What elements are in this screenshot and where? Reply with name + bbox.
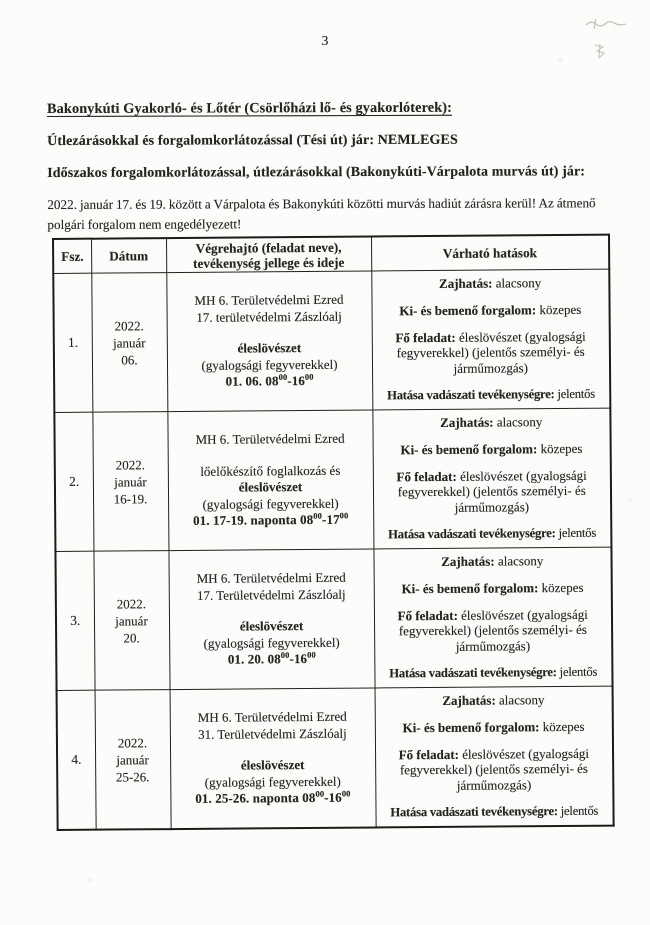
datum-year: 2022. [117,734,148,750]
statement-idoszakos: Időszakos forgalomkorlátozással, útlezárásokkal (Bakonykúti-Várpalota murvás út) jár: [47,164,586,181]
schedule-table [52,234,615,831]
weapons-note: (gyalogsági fegyverekkel) [204,773,341,790]
effect-fo-feladat: Fő feladat: éleslövészet (gyalogsági fegyverekkel) (jelentős személyi- és járműmozgás) [396,467,587,515]
cell-datum [93,551,169,691]
datum-month: január [114,473,147,490]
effect-zajhatas: Zajhatás: alacsony [442,691,545,708]
datum-month: január [113,334,146,351]
executor-unit-line: MH 6. Területvédelmi Ezred [196,569,346,587]
datum-year: 2022. [116,595,147,612]
cell-executor [168,549,374,690]
cell-fsz: 1. [53,273,92,412]
time-range: 01. 25-26. naponta $08^{00}-16^{00}$ [195,788,351,807]
effect-forgalom: Ki- és bemenő forgalom: közepes [400,440,583,457]
activity-name: éleslövészet [238,479,303,495]
datum-day: 25-26. [115,768,150,785]
effect-vadaszat: Hatása vadászati tevékenységre: jelentős [390,803,599,820]
effect-vadaszat: Hatása vadászati tevékenységre: jelentős [389,664,598,681]
activity-name: éleslövészet [240,757,305,773]
cell-fsz: 2. [54,412,93,551]
document-header-block [47,99,625,234]
cell-datum [92,412,168,552]
effect-vadaszat: Hatása vadászati tevékenységre: jelentős [388,525,597,542]
cell-fsz: 3. [55,551,94,690]
executor-unit-line: MH 6. Területvédelmi Ezred [197,708,347,726]
executor-unit-line: MH 6. Területvédelmi Ezred [194,291,344,309]
effect-forgalom: Ki- és bemenő forgalom: közepes [402,718,585,735]
datum-day: 20. [123,629,140,645]
executor-unit-line: 31. Területvédelmi Zászlóalj [197,725,347,742]
datum-year: 2022. [115,456,145,473]
executor-unit-line: 17. területvédelmi Zászlóalj [196,308,342,325]
executor-unit-line: MH 6. Területvédelmi Ezred [195,430,345,448]
time-range: 01. 20. $08^{00}-16^{00}$ [227,649,316,667]
cell-datum [91,273,167,413]
effect-forgalom: Ki- és bemenő forgalom: közepes [401,579,584,596]
effect-zajhatas: Zajhatás: alacsony [440,413,543,430]
statement-tesi-ut: Útlezárásokkal és forgalomkorlátozással (Tési út) jár: NEMLEGES [47,132,458,149]
cell-effects [375,686,614,827]
spacer [168,447,372,464]
column-header-fsz: Fsz. [53,239,91,274]
effect-zajhatas: Zajhatás: alacsony [438,274,542,291]
executor-unit-line: 17. Területvédelmi Zászlóalj [196,586,346,603]
activity-name: éleslövészet [239,618,304,634]
spacer [167,325,371,342]
cell-datum [95,690,171,830]
column-header-effects: Várható hatások [371,235,609,271]
datum-day: 06. [121,351,138,367]
column-header-datum: Dátum [91,238,166,273]
table-row [53,269,610,412]
spacer [169,603,373,620]
cell-fsz: 4. [57,690,96,830]
effect-fo-feladat: Fő feladat: éleslövészet (gyalogsági fegyverekkel) (jelentős személyi- és járműmozgás) [397,606,588,654]
table-row [55,547,612,690]
weapons-note: (gyalogsági fegyverekkel) [201,356,338,373]
section-title: Bakonykúti Gyakorló- és Lőtér (Csörlőházi lő- és gyakorlóterek): [47,99,453,117]
activity-prefix: lőelőkészítő foglalkozás és [200,462,341,479]
activity-name: éleslövészet [237,340,302,356]
effect-fo-feladat: Fő feladat: éleslövészet (gyalogsági fegyverekkel) (jelentős személyi- és járműmozgás) [398,745,589,793]
cell-effects [372,408,611,549]
effect-vadaszat: Hatása vadászati tevékenységre: jelentős [386,386,595,403]
cell-effects [371,269,610,410]
weapons-note: (gyalogsági fegyverekkel) [202,495,339,512]
datum-month: január [115,612,148,629]
effect-zajhatas: Zajhatás: alacsony [441,552,544,569]
time-range: 01. 06. $08^{00}-16^{00}$ [225,371,314,389]
table-header-row [53,235,609,274]
page-number: 3 [321,33,329,48]
column-header-executor: Végrehajtó (feladat neve), tevékenység jellege és ideje [166,236,371,272]
effect-fo-feladat: Fő feladat: éleslövészet (gyalogsági fegyverekkel) (jelentős személyi- és járműmozgás) [395,328,586,376]
pencil-scribble-mark [578,14,638,64]
table-row [54,408,611,551]
cell-executor [166,271,372,412]
datum-month: január [116,751,149,768]
cell-effects [373,547,612,688]
closure-paragraph: 2022. január 17. és 19. között a Várpalota és Bakonykúti közötti murvás hadiút zárásra kerül! Az átmenő polgári forgalom nem engedélyezett! [47,195,596,232]
table-row [57,686,614,830]
effect-forgalom: Ki- és bemenő forgalom: közepes [399,301,582,318]
time-range: 01. 17-19. naponta $08^{00}-17^{00}$ [193,510,349,529]
cell-executor [167,410,373,551]
datum-day: 16-19. [113,490,148,507]
spacer [170,742,374,759]
datum-year: 2022. [114,317,144,334]
cell-executor [170,688,376,829]
weapons-note: (gyalogsági fegyverekkel) [203,634,340,651]
